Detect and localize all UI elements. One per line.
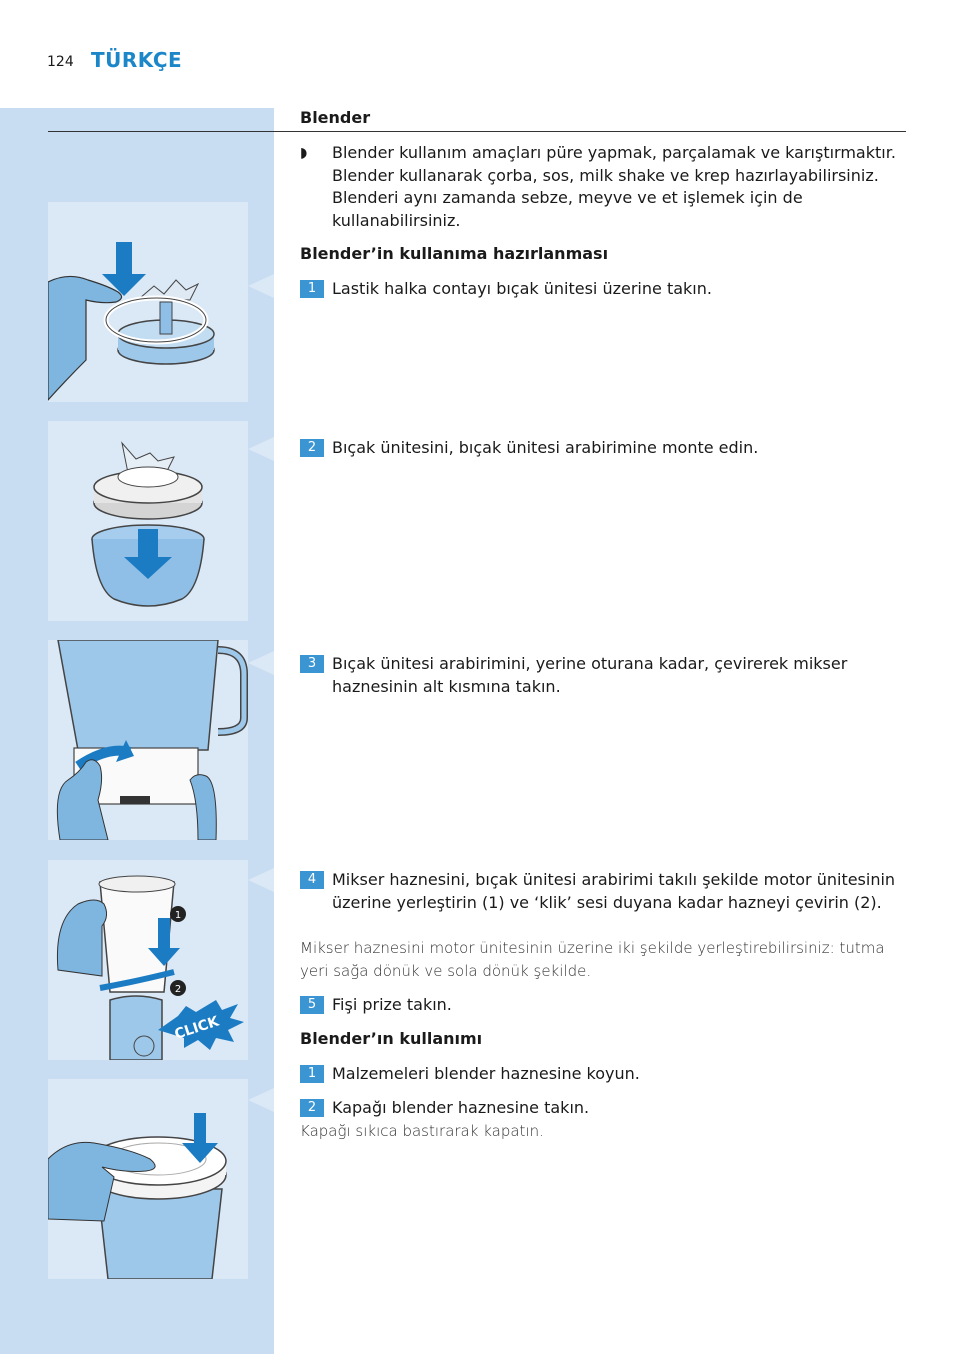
step-note: Kapağı sıkıca bastırarak kapatın. [300,1122,544,1140]
section-rule [48,131,906,132]
figure-motor-unit [48,860,248,1060]
figure-pointer [248,274,274,298]
blender-intro: Blender kullanım amaçları püre yapmak, parçalamak ve karıştırmaktır. Blender kullanarak çorba, sos, milk shake ve krep hazırlayabilirsiniz. Blenderi aynı zamanda sebze, meyve ve et işlemek için de kullanabilirsiniz. [332,143,896,230]
step-text: Mikser haznesini, bıçak ünitesi arabirimi takılı şekilde motor ünitesinin üzerine yerleştirin (1) ve ‘klik’ sesi duyana kadar hazneyi çevirin (2). [332,870,896,912]
figure-label-1: 1 [174,910,182,921]
figure-pointer [248,651,274,675]
figure-pointer [248,868,274,892]
section-title-using: Blender’ın kullanımı [300,1029,483,1048]
step-note: Mikser haznesini motor ünitesinin üzerine iki şekilde yerleştirebilirsiniz: tutma yeri sağa dönük ve sola dönük şekilde. [300,939,885,980]
figure-lid [48,1079,248,1279]
figure-blade-unit [48,421,248,621]
figure-gasket [48,202,248,402]
step-number: 3 [300,655,324,673]
step-text: Bıçak ünitesi arabirimini, yerine oturana kadar, çevirerek mikser haznesinin alt kısmına takın. [332,654,848,696]
step-number: 4 [300,871,324,889]
page-number: 124 [47,54,74,70]
section-title-blender: Blender [300,108,371,127]
figure-jar-bottom [48,640,248,840]
section-title-preparing: Blender’in kullanıma hazırlanması [300,244,609,263]
step-text: Lastik halka contayı bıçak ünitesi üzerine takın. [332,279,712,298]
step-number: 2 [300,439,324,457]
step-number: 1 [300,280,324,298]
step-number: 5 [300,996,324,1014]
step-text: Kapağı blender haznesine takın. [332,1098,590,1117]
step-number: 1 [300,1065,324,1083]
figure-label-2: 2 [174,984,182,995]
click-label: CLICK [172,1013,221,1043]
step-text: Bıçak ünitesini, bıçak ünitesi arabirimine monte edin. [332,438,759,457]
language-title: TÜRKÇE [91,48,183,72]
step-number: 2 [300,1099,324,1117]
bullet-icon: ◗ [300,145,308,161]
step-text: Fişi prize takın. [332,995,452,1014]
figure-pointer [248,437,274,461]
figure-pointer [248,1088,274,1112]
step-text: Malzemeleri blender haznesine koyun. [332,1064,640,1083]
